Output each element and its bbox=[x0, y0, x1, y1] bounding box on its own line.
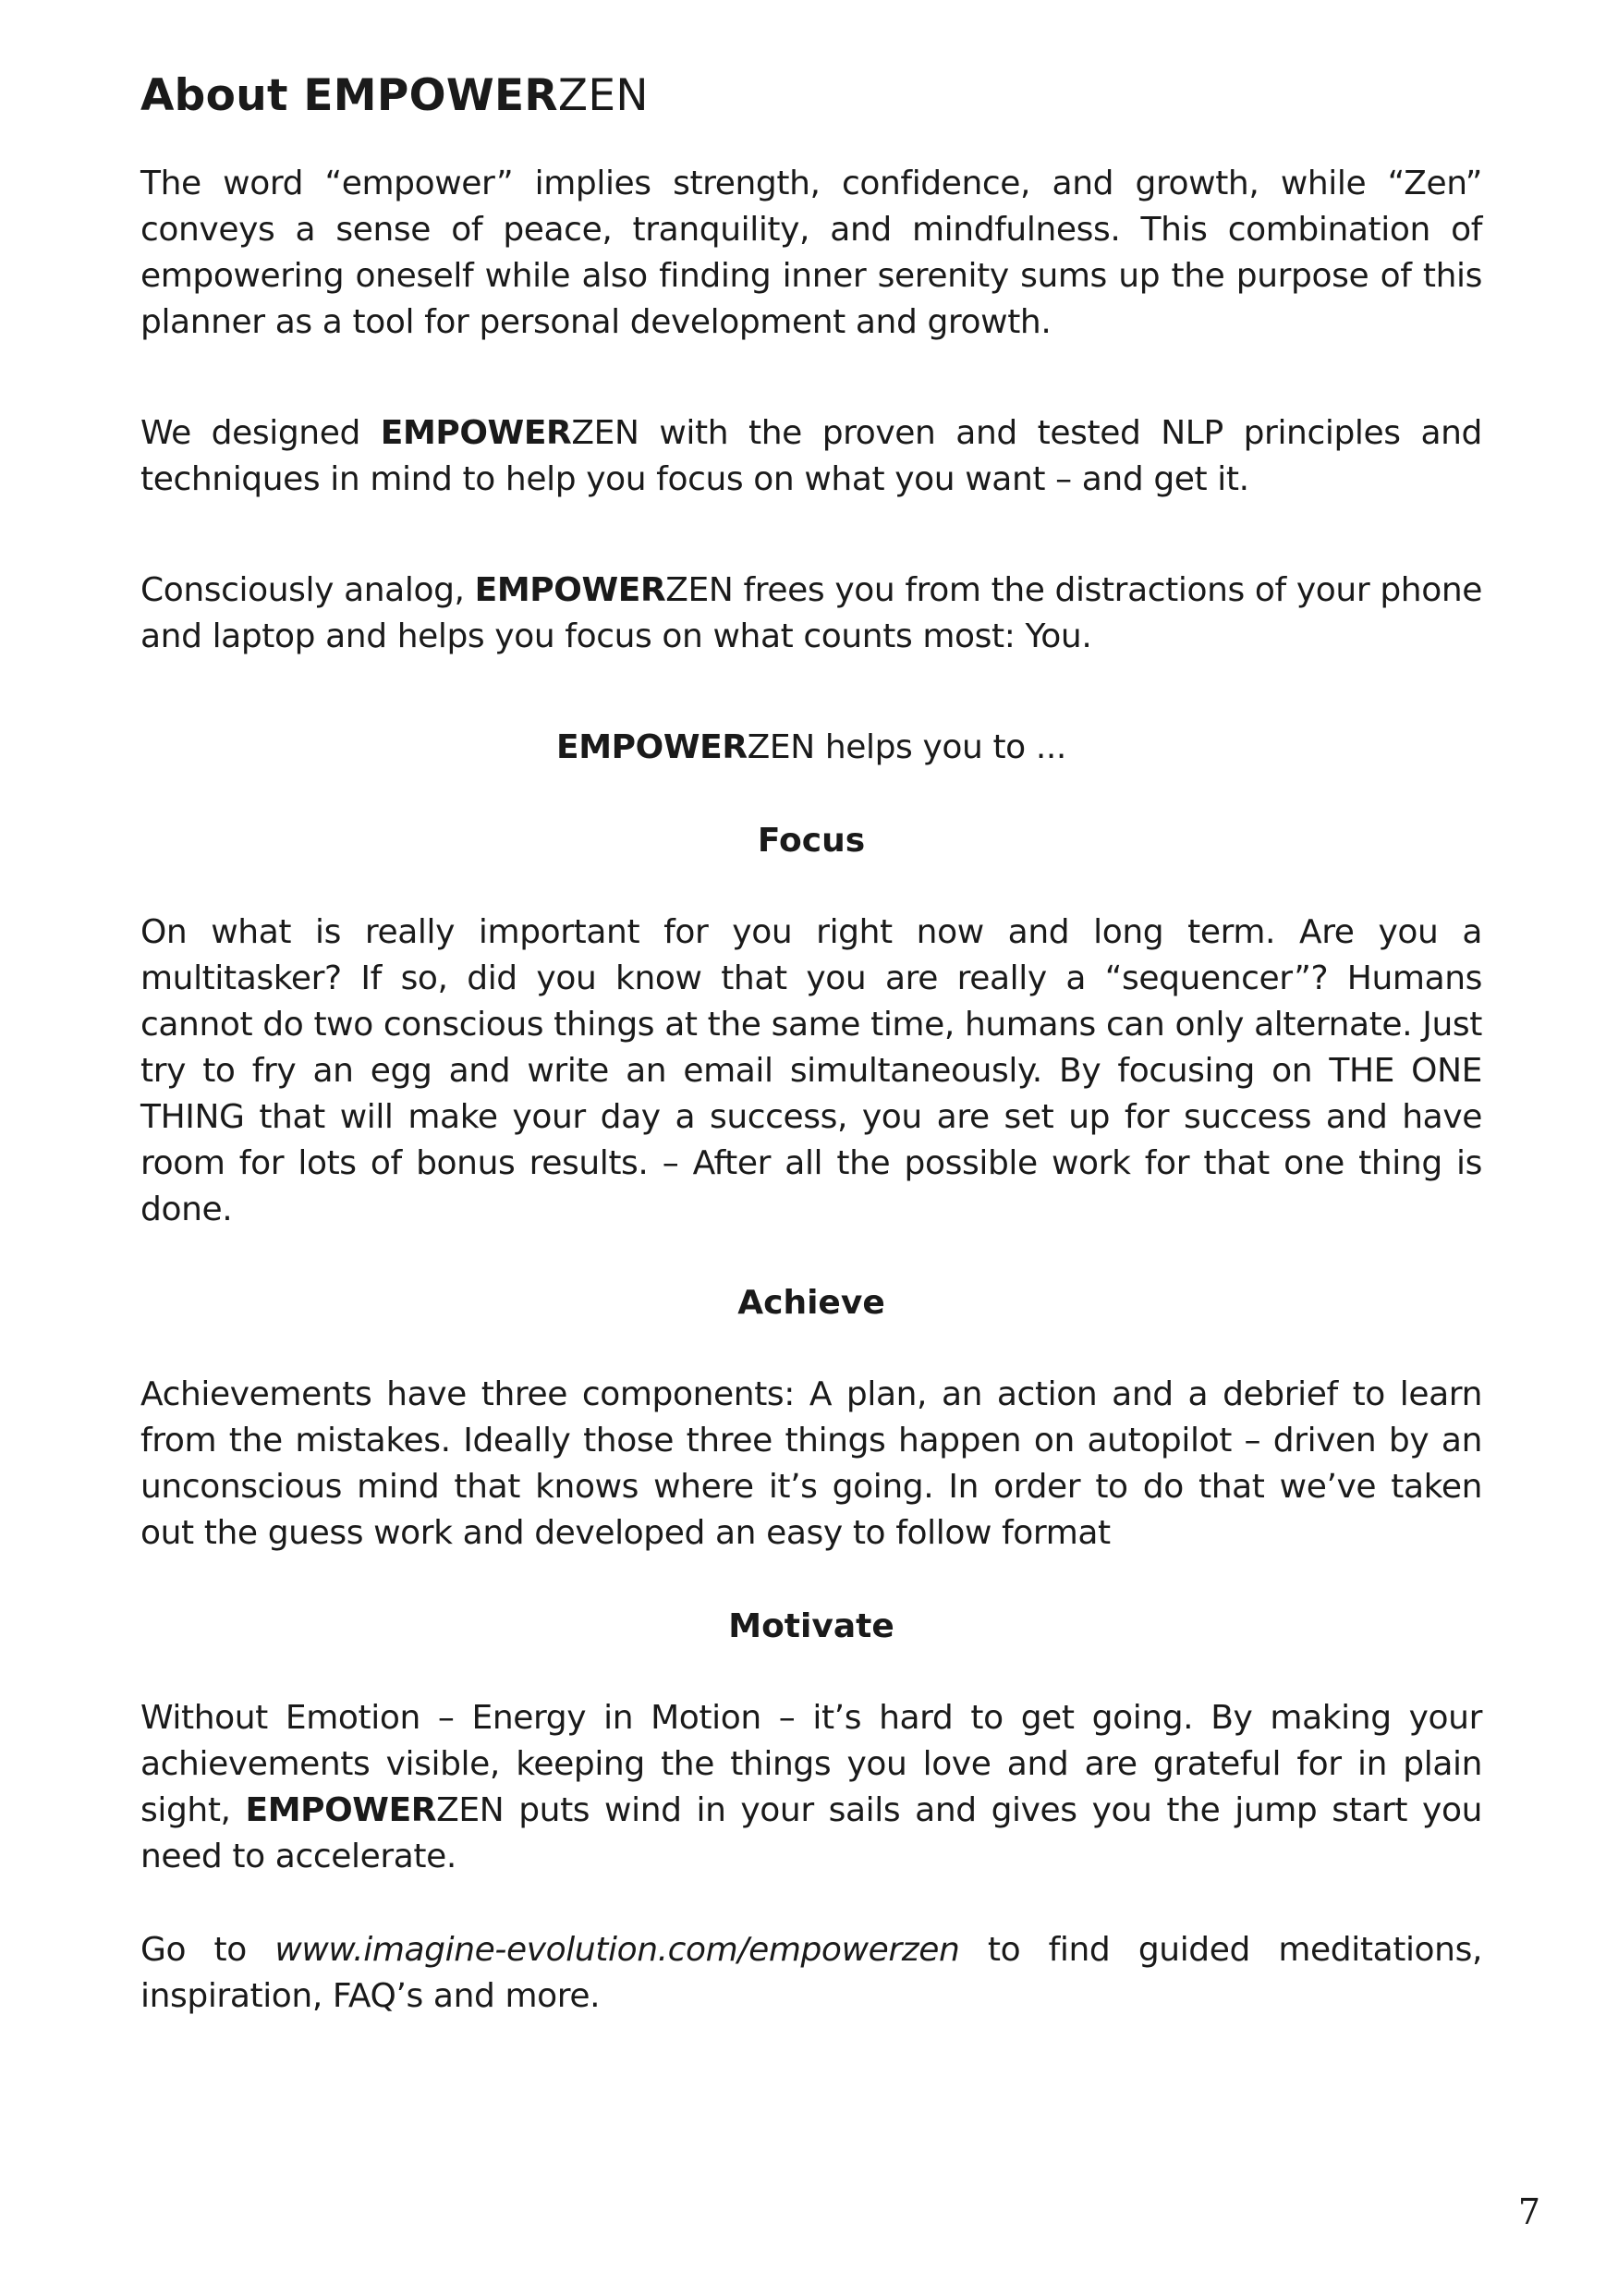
intro-paragraph: The word “empower” implies strength, confidence, and growth, while “Zen” conveys a sense of peace, tranquility, and mindfulness. This combination of empowering oneself while also finding inner serenity sums up the purpose of this planner as a tool for personal development and growth. bbox=[140, 165, 1482, 341]
goto-paragraph bbox=[140, 1927, 1482, 2020]
brand-light: ZEN bbox=[571, 414, 639, 452]
spacer bbox=[140, 660, 1482, 725]
page-number: 7 bbox=[1517, 2192, 1541, 2232]
spacer bbox=[140, 346, 1482, 410]
brand-light: ZEN bbox=[436, 1791, 505, 1829]
spacer bbox=[140, 503, 1482, 568]
analog-paragraph bbox=[140, 568, 1482, 660]
goto-after: to find guided meditations, inspiration, FAQ’s and more. bbox=[140, 1931, 1482, 2015]
designed-after: with the proven and tested NLP principles and techniques in mind to help you focus on what you want – and get it. bbox=[140, 414, 1482, 498]
brand-bold: EMPOWER bbox=[474, 571, 666, 609]
achieve-paragraph: Achievements have three components: A plan, an action and a debrief to learn from the mistakes. Ideally those three things happen on autopilot – driven by an unconscious mind that knows where it’s going. In order to do that we’ve taken out the guess work and developed an easy to follow format bbox=[140, 1375, 1482, 1552]
achieve-heading: Achieve bbox=[737, 1284, 885, 1322]
brand-bold: EMPOWER bbox=[245, 1791, 437, 1829]
spacer bbox=[140, 1326, 1482, 1372]
brand-light: ZEN bbox=[665, 571, 734, 609]
page-title-bold: About EMPOWER bbox=[140, 70, 558, 121]
spacer bbox=[140, 771, 1482, 818]
helps-after: helps you to ... bbox=[814, 728, 1066, 766]
designed-paragraph bbox=[140, 410, 1482, 503]
motivate-before: Without Emotion – Energy in Motion – it’s hard to get going. By making your achievements visible, keeping the things you love and are grateful for in plain sight, bbox=[140, 1699, 1482, 1829]
helps-line bbox=[140, 725, 1482, 771]
designed-before: We designed bbox=[140, 414, 381, 452]
motivate-heading: Motivate bbox=[728, 1607, 894, 1645]
focus-heading: Focus bbox=[757, 822, 866, 860]
brand-bold: EMPOWER bbox=[380, 414, 572, 452]
analog-after: frees you from the distractions of your phone and laptop and helps you focus on what counts most: You. bbox=[140, 571, 1482, 655]
analog-before: Consciously analog, bbox=[140, 571, 475, 609]
page-content bbox=[140, 65, 1482, 2020]
brand-light: ZEN bbox=[747, 728, 815, 766]
goto-before: Go to bbox=[140, 1931, 275, 1969]
motivate-after: puts wind in your sails and gives you the jump start you need to accelerate. bbox=[140, 1791, 1482, 1875]
spacer bbox=[140, 864, 1482, 910]
focus-paragraph: On what is really important for you right now and long term. Are you a multitasker? If so, did you know that you are really a “sequencer”? Humans cannot do two conscious things at the same time, humans can only alternate. Just try to fry an egg and write an email simultaneously. By focusing on THE ONE THING that will make your day a success, you are set up for success and have room for lots of bonus results. – After all the possible work for that one thing is done. bbox=[140, 913, 1482, 1228]
spacer bbox=[140, 1233, 1482, 1280]
website-url: www.imagine-evolution.com/empowerzen bbox=[274, 1931, 960, 1969]
spacer bbox=[140, 1880, 1482, 1927]
brand-bold: EMPOWER bbox=[556, 728, 748, 766]
page-title-light: ZEN bbox=[557, 70, 649, 121]
spacer bbox=[140, 1557, 1482, 1604]
motivate-paragraph bbox=[140, 1695, 1482, 1880]
spacer bbox=[140, 1650, 1482, 1695]
page-title bbox=[140, 65, 1482, 128]
